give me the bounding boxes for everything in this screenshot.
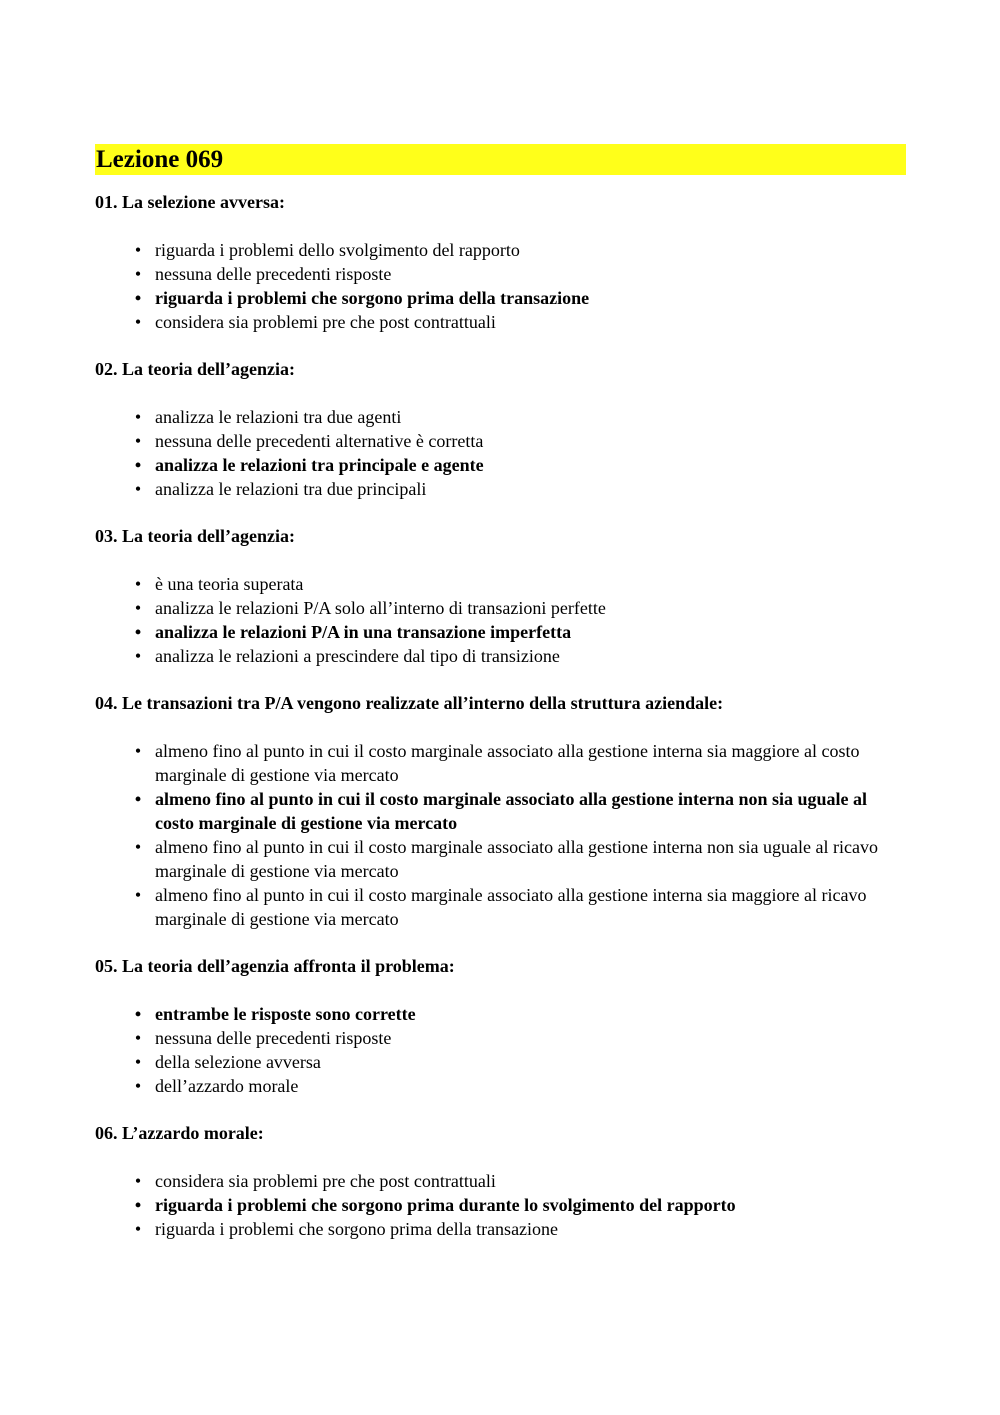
answer-item <box>95 1217 906 1241</box>
answer-item <box>95 739 906 787</box>
answer-text: analizza le relazioni tra principale e agente <box>155 455 484 475</box>
answer-text: nessuna delle precedenti risposte <box>155 264 392 284</box>
lesson-title: Lezione 069 <box>95 144 906 175</box>
answer-text: analizza le relazioni tra due principali <box>155 479 427 499</box>
answer-list <box>95 739 906 931</box>
answer-text: analizza le relazioni tra due agenti <box>155 407 402 427</box>
answer-item-correct <box>95 453 906 477</box>
bullet-icon: • <box>134 837 142 857</box>
answer-text: almeno fino al punto in cui il costo marginale associato alla gestione interna sia maggiore al costo marginale di gestione via mercato <box>155 741 860 785</box>
question-block <box>95 1121 906 1241</box>
bullet-icon: • <box>134 1076 142 1096</box>
answer-item <box>95 310 906 334</box>
question-block <box>95 357 906 501</box>
document-page <box>95 144 906 1241</box>
answer-text: nessuna delle precedenti alternative è corretta <box>155 431 484 451</box>
bullet-icon: • <box>134 479 142 499</box>
bullet-icon: • <box>134 240 142 260</box>
answer-text: almeno fino al punto in cui il costo marginale associato alla gestione interna sia maggiore al ricavo marginale di gestione via mercato <box>155 885 867 929</box>
answer-text: è una teoria superata <box>155 574 304 594</box>
bullet-icon: • <box>134 622 142 642</box>
bullet-icon: • <box>134 1004 142 1024</box>
question-block <box>95 524 906 668</box>
answer-text: riguarda i problemi che sorgono prima della transazione <box>155 288 590 308</box>
answer-item <box>95 1169 906 1193</box>
bullet-icon: • <box>134 741 142 761</box>
answer-text: almeno fino al punto in cui il costo marginale associato alla gestione interna non sia uguale al costo marginale di gestione via mercato <box>155 789 868 833</box>
answer-list <box>95 1169 906 1241</box>
answer-text: dell’azzardo morale <box>155 1076 299 1096</box>
question-title: 02. La teoria dell’agenzia: <box>95 359 295 379</box>
question-list <box>95 190 906 1241</box>
bullet-icon: • <box>134 646 142 666</box>
question-block <box>95 954 906 1098</box>
answer-item <box>95 405 906 429</box>
bullet-icon: • <box>134 312 142 332</box>
answer-item-correct <box>95 620 906 644</box>
answer-item <box>95 883 906 931</box>
question-title: 03. La teoria dell’agenzia: <box>95 526 295 546</box>
answer-text: analizza le relazioni P/A in una transazione imperfetta <box>155 622 572 642</box>
bullet-icon: • <box>134 407 142 427</box>
answer-item <box>95 572 906 596</box>
answer-item <box>95 477 906 501</box>
answer-text: considera sia problemi pre che post contrattuali <box>155 1171 496 1191</box>
answer-text: considera sia problemi pre che post contrattuali <box>155 312 496 332</box>
bullet-icon: • <box>134 264 142 284</box>
answer-item <box>95 1026 906 1050</box>
bullet-icon: • <box>134 1171 142 1191</box>
answer-list <box>95 572 906 668</box>
answer-item <box>95 238 906 262</box>
answer-text: nessuna delle precedenti risposte <box>155 1028 392 1048</box>
bullet-icon: • <box>134 598 142 618</box>
bullet-icon: • <box>134 1195 142 1215</box>
answer-item <box>95 1050 906 1074</box>
question-block <box>95 691 906 931</box>
answer-item <box>95 429 906 453</box>
answer-text: entrambe le risposte sono corrette <box>155 1004 416 1024</box>
answer-item <box>95 835 906 883</box>
bullet-icon: • <box>134 1219 142 1239</box>
question-title: 05. La teoria dell’agenzia affronta il problema: <box>95 956 455 976</box>
answer-item <box>95 262 906 286</box>
answer-text: riguarda i problemi dello svolgimento del rapporto <box>155 240 520 260</box>
bullet-icon: • <box>134 885 142 905</box>
bullet-icon: • <box>134 288 142 308</box>
answer-item <box>95 1074 906 1098</box>
bullet-icon: • <box>134 431 142 451</box>
answer-item-correct <box>95 286 906 310</box>
bullet-icon: • <box>134 1052 142 1072</box>
bullet-icon: • <box>134 455 142 475</box>
question-title: 06. L’azzardo morale: <box>95 1123 264 1143</box>
answer-item <box>95 644 906 668</box>
answer-text: analizza le relazioni P/A solo all’interno di transazioni perfette <box>155 598 606 618</box>
bullet-icon: • <box>134 1028 142 1048</box>
answer-item <box>95 596 906 620</box>
bullet-icon: • <box>134 789 142 809</box>
question-title: 01. La selezione avversa: <box>95 192 285 212</box>
question-title: 04. Le transazioni tra P/A vengono realizzate all’interno della struttura aziendale: <box>95 693 724 713</box>
answer-list <box>95 238 906 334</box>
answer-text: riguarda i problemi che sorgono prima durante lo svolgimento del rapporto <box>155 1195 736 1215</box>
question-block <box>95 190 906 334</box>
answer-text: analizza le relazioni a prescindere dal tipo di transizione <box>155 646 560 666</box>
answer-item-correct <box>95 787 906 835</box>
answer-text: almeno fino al punto in cui il costo marginale associato alla gestione interna non sia uguale al ricavo marginale di gestione via mercato <box>155 837 878 881</box>
answer-text: della selezione avversa <box>155 1052 321 1072</box>
answer-list <box>95 405 906 501</box>
answer-item-correct <box>95 1002 906 1026</box>
answer-list <box>95 1002 906 1098</box>
answer-item-correct <box>95 1193 906 1217</box>
answer-text: riguarda i problemi che sorgono prima della transazione <box>155 1219 559 1239</box>
bullet-icon: • <box>134 574 142 594</box>
